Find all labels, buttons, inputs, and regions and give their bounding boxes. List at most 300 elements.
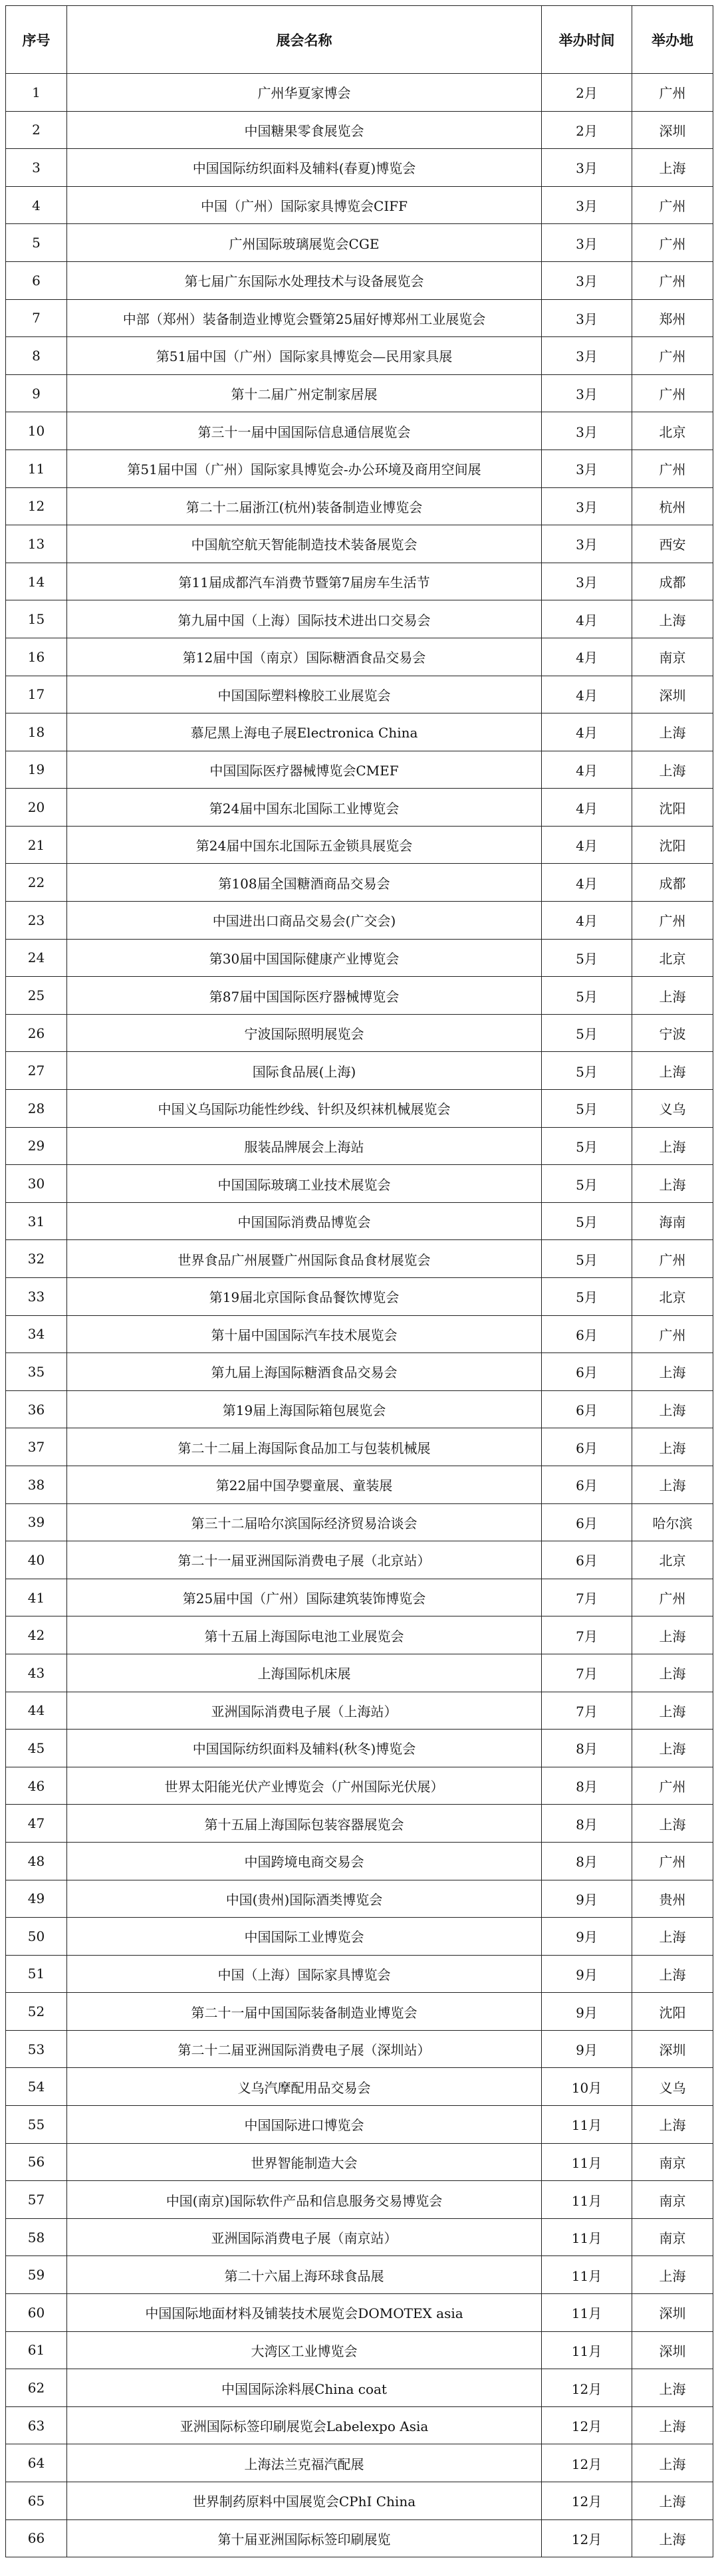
- row-exhibition-name: 第22届中国孕婴童展、童装展: [67, 1466, 542, 1503]
- row-location: 北京: [632, 939, 713, 977]
- row-location: 上海: [632, 1466, 713, 1503]
- row-hold-time: 6月: [542, 1390, 632, 1428]
- row-hold-time: 5月: [542, 1052, 632, 1090]
- row-location: 北京: [632, 1278, 713, 1316]
- row-location: 北京: [632, 412, 713, 450]
- row-location: 上海: [632, 1730, 713, 1767]
- row-location: 哈尔滨: [632, 1503, 713, 1541]
- row-location: 广州: [632, 74, 713, 112]
- table-row: [6, 2369, 713, 2407]
- row-serial-number: 33: [6, 1278, 67, 1316]
- row-location: 广州: [632, 450, 713, 487]
- row-serial-number: 42: [6, 1616, 67, 1654]
- table-row: [6, 939, 713, 977]
- row-serial-number: 6: [6, 261, 67, 299]
- row-serial-number: 34: [6, 1315, 67, 1353]
- row-location: 上海: [632, 751, 713, 789]
- row-serial-number: 19: [6, 751, 67, 789]
- row-location: 义乌: [632, 1090, 713, 1128]
- table-row: [6, 1315, 713, 1353]
- row-serial-number: 9: [6, 374, 67, 412]
- table-row: [6, 224, 713, 262]
- table-row: [6, 1390, 713, 1428]
- row-serial-number: 7: [6, 299, 67, 337]
- row-serial-number: 18: [6, 713, 67, 751]
- row-location: 宁波: [632, 1014, 713, 1052]
- row-hold-time: 5月: [542, 1202, 632, 1240]
- table-row: [6, 676, 713, 713]
- table-row: [6, 2482, 713, 2520]
- table-row: [6, 1165, 713, 1203]
- row-hold-time: 4月: [542, 902, 632, 940]
- row-serial-number: 51: [6, 1955, 67, 1993]
- row-serial-number: 16: [6, 638, 67, 676]
- row-hold-time: 7月: [542, 1579, 632, 1616]
- row-hold-time: 5月: [542, 1165, 632, 1203]
- row-location: 南京: [632, 2218, 713, 2256]
- table-row: [6, 1918, 713, 1956]
- row-location: 海南: [632, 1202, 713, 1240]
- row-hold-time: 4月: [542, 789, 632, 827]
- header-location: 举办地: [632, 6, 713, 74]
- table-row: [6, 261, 713, 299]
- row-serial-number: 5: [6, 224, 67, 262]
- row-hold-time: 2月: [542, 74, 632, 112]
- row-serial-number: 39: [6, 1503, 67, 1541]
- row-exhibition-name: 第十二届广州定制家居展: [67, 374, 542, 412]
- table-row: [6, 2143, 713, 2181]
- row-exhibition-name: 大湾区工业博览会: [67, 2331, 542, 2369]
- table-row: [6, 2218, 713, 2256]
- row-hold-time: 5月: [542, 977, 632, 1015]
- row-hold-time: 3月: [542, 299, 632, 337]
- row-serial-number: 43: [6, 1654, 67, 1692]
- row-hold-time: 3月: [542, 450, 632, 487]
- row-exhibition-name: 第十五届上海国际包装容器展览会: [67, 1805, 542, 1843]
- row-hold-time: 6月: [542, 1503, 632, 1541]
- row-exhibition-name: 中国航空航天智能制造技术装备展览会: [67, 525, 542, 563]
- row-hold-time: 5月: [542, 1014, 632, 1052]
- row-hold-time: 5月: [542, 1090, 632, 1128]
- table-row: [6, 2181, 713, 2219]
- row-exhibition-name: 服装品牌展会上海站: [67, 1127, 542, 1165]
- row-serial-number: 26: [6, 1014, 67, 1052]
- row-serial-number: 50: [6, 1918, 67, 1956]
- row-exhibition-name: 中国国际地面材料及铺装技术展览会DOMOTEX asia: [67, 2294, 542, 2332]
- row-serial-number: 14: [6, 563, 67, 600]
- row-serial-number: 23: [6, 902, 67, 940]
- table-row: [6, 1842, 713, 1880]
- row-serial-number: 31: [6, 1202, 67, 1240]
- row-serial-number: 17: [6, 676, 67, 713]
- table-row: [6, 2294, 713, 2332]
- row-hold-time: 4月: [542, 864, 632, 902]
- table-row: [6, 1503, 713, 1541]
- row-exhibition-name: 第19届北京国际食品餐饮博览会: [67, 1278, 542, 1316]
- row-location: 成都: [632, 563, 713, 600]
- row-location: 上海: [632, 2106, 713, 2144]
- table-row: [6, 299, 713, 337]
- row-exhibition-name: 世界食品广州展暨广州国际食品食材展览会: [67, 1240, 542, 1278]
- header-row: [6, 6, 713, 74]
- row-location: 广州: [632, 337, 713, 375]
- row-exhibition-name: 中国国际消费品博览会: [67, 1202, 542, 1240]
- row-location: 上海: [632, 2519, 713, 2557]
- row-location: 上海: [632, 2482, 713, 2520]
- row-serial-number: 53: [6, 2030, 67, 2068]
- row-location: 广州: [632, 1240, 713, 1278]
- table-row: [6, 374, 713, 412]
- row-hold-time: 3月: [542, 149, 632, 187]
- row-hold-time: 12月: [542, 2519, 632, 2557]
- row-location: 广州: [632, 186, 713, 224]
- row-location: 沈阳: [632, 1993, 713, 2031]
- row-serial-number: 56: [6, 2143, 67, 2181]
- row-hold-time: 9月: [542, 1993, 632, 2031]
- row-hold-time: 7月: [542, 1692, 632, 1730]
- row-hold-time: 4月: [542, 600, 632, 638]
- row-exhibition-name: 慕尼黑上海电子展Electronica China: [67, 713, 542, 751]
- table-row: [6, 74, 713, 112]
- row-hold-time: 3月: [542, 412, 632, 450]
- row-hold-time: 3月: [542, 224, 632, 262]
- row-exhibition-name: 中国国际纺织面料及辅料(春夏)博览会: [67, 149, 542, 187]
- row-location: 深圳: [632, 676, 713, 713]
- row-location: 广州: [632, 902, 713, 940]
- row-exhibition-name: 中国义乌国际功能性纱线、针织及织袜机械展览会: [67, 1090, 542, 1128]
- table-row: [6, 1880, 713, 1918]
- row-exhibition-name: 中国(贵州)国际酒类博览会: [67, 1880, 542, 1918]
- row-location: 上海: [632, 1616, 713, 1654]
- row-serial-number: 62: [6, 2369, 67, 2407]
- row-hold-time: 5月: [542, 1240, 632, 1278]
- row-exhibition-name: 中国国际纺织面料及辅料(秋冬)博览会: [67, 1730, 542, 1767]
- table-row: [6, 1202, 713, 1240]
- table-row: [6, 2106, 713, 2144]
- row-exhibition-name: 中部（郑州）装备制造业博览会暨第25届好博郑州工业展览会: [67, 299, 542, 337]
- row-hold-time: 4月: [542, 638, 632, 676]
- row-hold-time: 12月: [542, 2444, 632, 2482]
- row-location: 上海: [632, 1654, 713, 1692]
- table-row: [6, 1240, 713, 1278]
- table-row: [6, 412, 713, 450]
- row-serial-number: 12: [6, 487, 67, 525]
- table-row: [6, 149, 713, 187]
- row-hold-time: 12月: [542, 2406, 632, 2444]
- row-hold-time: 8月: [542, 1730, 632, 1767]
- header-exhibition-name: 展会名称: [67, 6, 542, 74]
- row-exhibition-name: 中国跨境电商交易会: [67, 1842, 542, 1880]
- row-serial-number: 22: [6, 864, 67, 902]
- row-serial-number: 21: [6, 826, 67, 864]
- row-exhibition-name: 第12届中国（南京）国际糖酒食品交易会: [67, 638, 542, 676]
- row-serial-number: 28: [6, 1090, 67, 1128]
- row-hold-time: 2月: [542, 111, 632, 149]
- row-location: 西安: [632, 525, 713, 563]
- row-exhibition-name: 第九届中国（上海）国际技术进出口交易会: [67, 600, 542, 638]
- row-location: 广州: [632, 1767, 713, 1805]
- row-location: 上海: [632, 1353, 713, 1391]
- table-row: [6, 826, 713, 864]
- table-row: [6, 638, 713, 676]
- row-exhibition-name: 世界制药原料中国展览会CPhI China: [67, 2482, 542, 2520]
- row-exhibition-name: 第25届中国（广州）国际建筑装饰博览会: [67, 1579, 542, 1616]
- row-exhibition-name: 宁波国际照明展览会: [67, 1014, 542, 1052]
- row-serial-number: 59: [6, 2256, 67, 2294]
- row-location: 上海: [632, 1428, 713, 1466]
- row-hold-time: 5月: [542, 939, 632, 977]
- row-serial-number: 11: [6, 450, 67, 487]
- table-row: [6, 563, 713, 600]
- row-hold-time: 7月: [542, 1616, 632, 1654]
- row-serial-number: 2: [6, 111, 67, 149]
- row-hold-time: 3月: [542, 374, 632, 412]
- row-serial-number: 44: [6, 1692, 67, 1730]
- table-row: [6, 1616, 713, 1654]
- table-row: [6, 111, 713, 149]
- row-location: 上海: [632, 1918, 713, 1956]
- row-hold-time: 11月: [542, 2218, 632, 2256]
- table-row: [6, 1127, 713, 1165]
- row-hold-time: 12月: [542, 2369, 632, 2407]
- row-serial-number: 25: [6, 977, 67, 1015]
- table-row: [6, 2444, 713, 2482]
- table-row: [6, 1353, 713, 1391]
- row-location: 上海: [632, 1805, 713, 1843]
- row-location: 深圳: [632, 2030, 713, 2068]
- row-location: 上海: [632, 1127, 713, 1165]
- row-hold-time: 8月: [542, 1767, 632, 1805]
- row-location: 广州: [632, 261, 713, 299]
- row-location: 郑州: [632, 299, 713, 337]
- row-hold-time: 12月: [542, 2482, 632, 2520]
- row-serial-number: 32: [6, 1240, 67, 1278]
- table-body: [6, 74, 713, 2557]
- table-row: [6, 1805, 713, 1843]
- row-exhibition-name: 第九届上海国际糖酒食品交易会: [67, 1353, 542, 1391]
- row-serial-number: 29: [6, 1127, 67, 1165]
- table-row: [6, 751, 713, 789]
- row-exhibition-name: 国际食品展(上海): [67, 1052, 542, 1090]
- row-hold-time: 4月: [542, 713, 632, 751]
- table-row: [6, 186, 713, 224]
- row-exhibition-name: 第三十二届哈尔滨国际经济贸易洽谈会: [67, 1503, 542, 1541]
- row-serial-number: 57: [6, 2181, 67, 2219]
- row-serial-number: 8: [6, 337, 67, 375]
- row-location: 上海: [632, 977, 713, 1015]
- row-location: 上海: [632, 1165, 713, 1203]
- row-serial-number: 24: [6, 939, 67, 977]
- row-hold-time: 6月: [542, 1428, 632, 1466]
- row-serial-number: 48: [6, 1842, 67, 1880]
- row-serial-number: 66: [6, 2519, 67, 2557]
- exhibition-table: [5, 5, 713, 2557]
- row-hold-time: 3月: [542, 261, 632, 299]
- header-serial-number: 序号: [6, 6, 67, 74]
- row-exhibition-name: 第十五届上海国际电池工业展览会: [67, 1616, 542, 1654]
- table-row: [6, 1428, 713, 1466]
- table-row: [6, 902, 713, 940]
- row-location: 义乌: [632, 2068, 713, 2106]
- row-serial-number: 49: [6, 1880, 67, 1918]
- row-exhibition-name: 上海国际机床展: [67, 1654, 542, 1692]
- row-location: 南京: [632, 638, 713, 676]
- row-exhibition-name: 第30届中国国际健康产业博览会: [67, 939, 542, 977]
- row-exhibition-name: 中国国际医疗器械博览会CMEF: [67, 751, 542, 789]
- row-hold-time: 4月: [542, 751, 632, 789]
- row-serial-number: 30: [6, 1165, 67, 1203]
- row-exhibition-name: 中国（上海）国际家具博览会: [67, 1955, 542, 1993]
- table-row: [6, 2256, 713, 2294]
- row-serial-number: 20: [6, 789, 67, 827]
- table-row: [6, 2331, 713, 2369]
- row-location: 深圳: [632, 2331, 713, 2369]
- table-row: [6, 1278, 713, 1316]
- row-hold-time: 9月: [542, 1880, 632, 1918]
- row-exhibition-name: 第19届上海国际箱包展览会: [67, 1390, 542, 1428]
- row-location: 上海: [632, 1052, 713, 1090]
- row-location: 上海: [632, 600, 713, 638]
- row-hold-time: 11月: [542, 2331, 632, 2369]
- table-row: [6, 2519, 713, 2557]
- row-exhibition-name: 中国国际进口博览会: [67, 2106, 542, 2144]
- row-location: 南京: [632, 2143, 713, 2181]
- table-row: [6, 487, 713, 525]
- row-hold-time: 10月: [542, 2068, 632, 2106]
- row-location: 广州: [632, 1315, 713, 1353]
- row-serial-number: 47: [6, 1805, 67, 1843]
- row-hold-time: 3月: [542, 563, 632, 600]
- row-exhibition-name: 第二十一届中国国际装备制造业博览会: [67, 1993, 542, 2031]
- row-exhibition-name: 中国进出口商品交易会(广交会): [67, 902, 542, 940]
- row-hold-time: 8月: [542, 1805, 632, 1843]
- row-exhibition-name: 第二十二届浙江(杭州)装备制造业博览会: [67, 487, 542, 525]
- row-location: 深圳: [632, 2294, 713, 2332]
- row-hold-time: 11月: [542, 2143, 632, 2181]
- row-serial-number: 37: [6, 1428, 67, 1466]
- row-exhibition-name: 中国糖果零食展览会: [67, 111, 542, 149]
- table-row: [6, 1466, 713, 1503]
- row-exhibition-name: 世界智能制造大会: [67, 2143, 542, 2181]
- row-hold-time: 3月: [542, 525, 632, 563]
- row-serial-number: 52: [6, 1993, 67, 2031]
- row-hold-time: 4月: [542, 676, 632, 713]
- row-exhibition-name: 亚洲国际标签印刷展览会Labelexpo Asia: [67, 2406, 542, 2444]
- table-row: [6, 1955, 713, 1993]
- row-exhibition-name: 广州华夏家博会: [67, 74, 542, 112]
- row-location: 上海: [632, 1955, 713, 1993]
- row-location: 上海: [632, 2406, 713, 2444]
- table-row: [6, 2030, 713, 2068]
- row-location: 沈阳: [632, 826, 713, 864]
- row-location: 深圳: [632, 111, 713, 149]
- row-exhibition-name: 第十届中国国际汽车技术展览会: [67, 1315, 542, 1353]
- row-hold-time: 3月: [542, 487, 632, 525]
- row-serial-number: 55: [6, 2106, 67, 2144]
- row-location: 上海: [632, 2256, 713, 2294]
- row-serial-number: 58: [6, 2218, 67, 2256]
- row-hold-time: 6月: [542, 1315, 632, 1353]
- row-location: 上海: [632, 2444, 713, 2482]
- row-exhibition-name: 第七届广东国际水处理技术与设备展览会: [67, 261, 542, 299]
- row-serial-number: 65: [6, 2482, 67, 2520]
- row-serial-number: 46: [6, 1767, 67, 1805]
- table-row: [6, 337, 713, 375]
- row-exhibition-name: 中国国际工业博览会: [67, 1918, 542, 1956]
- table-row: [6, 1579, 713, 1616]
- row-serial-number: 13: [6, 525, 67, 563]
- row-exhibition-name: 第二十六届上海环球食品展: [67, 2256, 542, 2294]
- row-serial-number: 60: [6, 2294, 67, 2332]
- table-row: [6, 525, 713, 563]
- table-row: [6, 1014, 713, 1052]
- header-hold-time: 举办时间: [542, 6, 632, 74]
- row-exhibition-name: 义乌汽摩配用品交易会: [67, 2068, 542, 2106]
- row-serial-number: 41: [6, 1579, 67, 1616]
- table-header: [6, 6, 713, 74]
- row-exhibition-name: 第三十一届中国国际信息通信展览会: [67, 412, 542, 450]
- row-hold-time: 4月: [542, 826, 632, 864]
- row-hold-time: 9月: [542, 1918, 632, 1956]
- row-exhibition-name: 第51届中国（广州）国际家具博览会—民用家具展: [67, 337, 542, 375]
- row-exhibition-name: 第十届亚洲国际标签印刷展览: [67, 2519, 542, 2557]
- row-exhibition-name: 第108届全国糖酒商品交易会: [67, 864, 542, 902]
- table-row: [6, 1767, 713, 1805]
- row-location: 南京: [632, 2181, 713, 2219]
- row-exhibition-name: 中国国际塑料橡胶工业展览会: [67, 676, 542, 713]
- row-serial-number: 15: [6, 600, 67, 638]
- row-exhibition-name: 第24届中国东北国际五金锁具展览会: [67, 826, 542, 864]
- row-hold-time: 9月: [542, 2030, 632, 2068]
- table-row: [6, 1541, 713, 1579]
- row-exhibition-name: 第二十二届上海国际食品加工与包装机械展: [67, 1428, 542, 1466]
- row-hold-time: 5月: [542, 1278, 632, 1316]
- row-serial-number: 10: [6, 412, 67, 450]
- row-serial-number: 61: [6, 2331, 67, 2369]
- row-location: 上海: [632, 2369, 713, 2407]
- table-row: [6, 2068, 713, 2106]
- row-hold-time: 11月: [542, 2181, 632, 2219]
- table-row: [6, 789, 713, 827]
- row-serial-number: 38: [6, 1466, 67, 1503]
- row-exhibition-name: 亚洲国际消费电子展（南京站）: [67, 2218, 542, 2256]
- table-row: [6, 450, 713, 487]
- row-hold-time: 6月: [542, 1353, 632, 1391]
- row-location: 沈阳: [632, 789, 713, 827]
- row-serial-number: 54: [6, 2068, 67, 2106]
- row-hold-time: 6月: [542, 1541, 632, 1579]
- row-exhibition-name: 第二十二届亚洲国际消费电子展（深圳站）: [67, 2030, 542, 2068]
- row-location: 广州: [632, 1579, 713, 1616]
- table-row: [6, 2406, 713, 2444]
- row-serial-number: 36: [6, 1390, 67, 1428]
- table-row: [6, 713, 713, 751]
- table-row: [6, 1730, 713, 1767]
- row-hold-time: 9月: [542, 1955, 632, 1993]
- table-row: [6, 600, 713, 638]
- row-exhibition-name: 亚洲国际消费电子展（上海站）: [67, 1692, 542, 1730]
- row-location: 杭州: [632, 487, 713, 525]
- row-hold-time: 5月: [542, 1127, 632, 1165]
- row-exhibition-name: 中国国际玻璃工业技术展览会: [67, 1165, 542, 1203]
- row-hold-time: 11月: [542, 2294, 632, 2332]
- row-location: 广州: [632, 374, 713, 412]
- row-location: 上海: [632, 713, 713, 751]
- row-location: 贵州: [632, 1880, 713, 1918]
- table-row: [6, 864, 713, 902]
- row-exhibition-name: 第87届中国国际医疗器械博览会: [67, 977, 542, 1015]
- row-serial-number: 4: [6, 186, 67, 224]
